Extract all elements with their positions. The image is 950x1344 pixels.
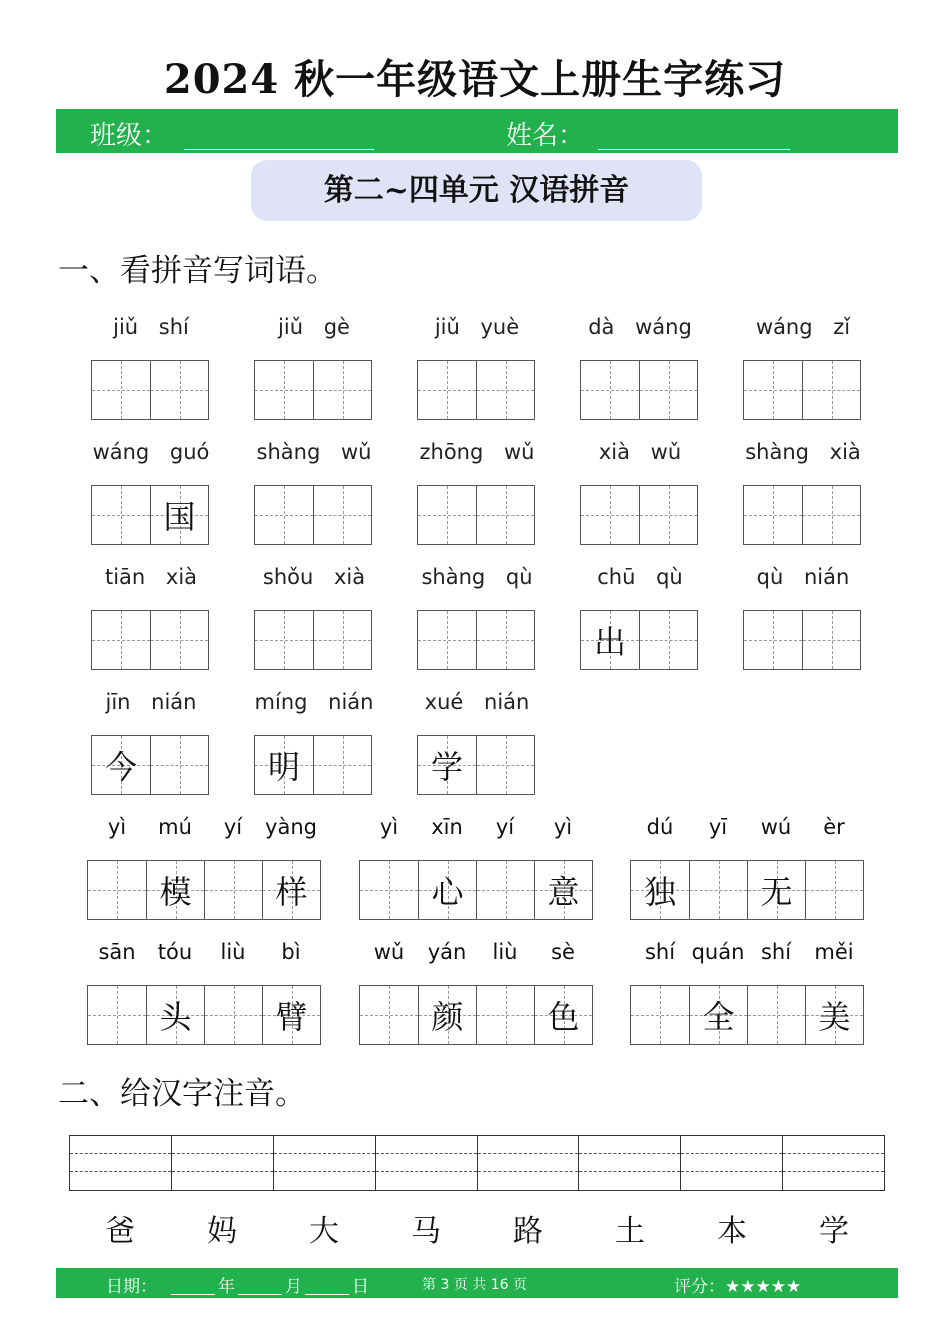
date-label: 日期： <box>106 1277 157 1297</box>
pinyin-label: yí <box>223 815 243 839</box>
hanzi-char: 爸 <box>105 1214 135 1249</box>
month-label: 月 <box>285 1277 302 1297</box>
writing-cell[interactable] <box>255 611 313 669</box>
hanzi-char: 妈 <box>207 1214 237 1249</box>
writing-grid <box>254 485 372 545</box>
writing-cell[interactable]: 模 <box>146 861 204 919</box>
writing-grid <box>743 610 861 670</box>
writing-cell[interactable] <box>805 861 863 919</box>
pinyin-label: liù <box>220 940 246 964</box>
pinyin-label: jiǔ shí <box>113 315 189 339</box>
writing-cell[interactable] <box>476 736 534 794</box>
writing-grid <box>91 610 209 670</box>
writing-cell[interactable] <box>92 486 150 544</box>
writing-cell[interactable] <box>255 361 313 419</box>
writing-grid <box>580 485 698 545</box>
year-label: 年 <box>218 1277 235 1297</box>
hanzi-char: 本 <box>717 1214 747 1249</box>
writing-cell[interactable]: 独 <box>631 861 689 919</box>
writing-grid <box>87 860 321 920</box>
pinyin-label: qù nián <box>756 565 850 589</box>
writing-cell[interactable] <box>418 611 476 669</box>
day-field[interactable] <box>305 1294 349 1295</box>
unit-title: 第二~四单元 汉语拼音 <box>251 160 702 221</box>
writing-cell[interactable] <box>744 486 802 544</box>
pinyin-label: shí <box>644 940 676 964</box>
pinyin-label: shàng wǔ <box>256 440 372 464</box>
writing-cell[interactable] <box>476 486 534 544</box>
writing-cell[interactable] <box>747 986 805 1044</box>
writing-cell[interactable]: 国 <box>150 486 208 544</box>
writing-cell[interactable] <box>88 861 146 919</box>
pinyin-label: quán <box>691 940 745 964</box>
writing-cell[interactable]: 颜 <box>418 986 476 1044</box>
pinyin-cell[interactable] <box>375 1136 477 1190</box>
writing-cell[interactable]: 今 <box>92 736 150 794</box>
class-label: 班级： <box>90 121 169 151</box>
writing-grid <box>91 485 209 545</box>
pinyin-cell[interactable] <box>273 1136 375 1190</box>
pinyin-label: yī <box>708 815 728 839</box>
writing-grid <box>254 735 372 795</box>
pinyin-label: shǒu xià <box>262 565 366 589</box>
writing-grid <box>417 485 535 545</box>
writing-cell[interactable] <box>204 986 262 1044</box>
page-title: 2024 秋一年级语文上册生字练习 <box>163 56 787 103</box>
pinyin-cell[interactable] <box>578 1136 680 1190</box>
writing-grid <box>580 360 698 420</box>
writing-cell[interactable] <box>204 861 262 919</box>
pinyin-label: chū qù <box>597 565 683 589</box>
writing-cell[interactable] <box>476 986 534 1044</box>
writing-cell[interactable]: 意 <box>534 861 592 919</box>
writing-cell[interactable]: 明 <box>255 736 313 794</box>
writing-grid <box>359 860 593 920</box>
writing-grid <box>91 360 209 420</box>
pinyin-cell[interactable] <box>680 1136 782 1190</box>
writing-cell[interactable] <box>255 486 313 544</box>
writing-cell[interactable]: 色 <box>534 986 592 1044</box>
section-2-heading: 二、给汉字注音。 <box>58 1076 306 1112</box>
writing-cell[interactable] <box>476 611 534 669</box>
writing-cell[interactable] <box>802 486 860 544</box>
section-1-heading: 一、看拼音写词语。 <box>58 253 337 289</box>
pinyin-label: yàng <box>265 815 317 839</box>
writing-cell[interactable]: 全 <box>689 986 747 1044</box>
name-field[interactable] <box>598 149 790 150</box>
writing-cell[interactable]: 学 <box>418 736 476 794</box>
pinyin-label: liù <box>492 940 518 964</box>
writing-cell[interactable] <box>476 861 534 919</box>
writing-cell[interactable] <box>418 486 476 544</box>
writing-cell[interactable] <box>802 611 860 669</box>
pinyin-label: xīn <box>431 815 463 839</box>
info-bar <box>56 109 898 153</box>
name-label: 姓名： <box>506 121 585 151</box>
pinyin-label: jiǔ gè <box>278 315 350 339</box>
writing-cell[interactable] <box>581 361 639 419</box>
pinyin-label: sè <box>551 940 575 964</box>
pinyin-label: bì <box>281 940 301 964</box>
writing-cell[interactable] <box>92 611 150 669</box>
writing-cell[interactable] <box>313 486 371 544</box>
pinyin-label: yì <box>107 815 127 839</box>
hanzi-char: 大 <box>309 1214 339 1249</box>
pinyin-label: wú <box>760 815 792 839</box>
writing-grid <box>630 860 864 920</box>
writing-cell[interactable]: 样 <box>262 861 320 919</box>
pinyin-label: yì <box>553 815 573 839</box>
pinyin-label: xià wǔ <box>598 440 682 464</box>
writing-grid <box>254 360 372 420</box>
pinyin-label: yí <box>495 815 515 839</box>
writing-cell[interactable] <box>313 736 371 794</box>
pinyin-cell[interactable] <box>70 1136 171 1190</box>
writing-cell[interactable] <box>744 361 802 419</box>
writing-cell[interactable]: 心 <box>418 861 476 919</box>
writing-grid <box>91 735 209 795</box>
writing-grid <box>359 985 593 1045</box>
pinyin-label: dú <box>646 815 674 839</box>
pinyin-label: wáng guó <box>92 440 210 464</box>
writing-cell[interactable] <box>92 361 150 419</box>
writing-cell[interactable] <box>631 986 689 1044</box>
writing-grid <box>743 360 861 420</box>
writing-cell[interactable] <box>313 361 371 419</box>
writing-grid <box>254 610 372 670</box>
hanzi-char: 路 <box>513 1214 543 1249</box>
year-field[interactable] <box>171 1294 215 1295</box>
class-field[interactable] <box>184 149 374 150</box>
writing-cell[interactable] <box>88 986 146 1044</box>
pinyin-label: tóu <box>157 940 193 964</box>
hanzi-char: 马 <box>411 1214 441 1249</box>
writing-cell[interactable] <box>418 361 476 419</box>
pinyin-label: sān <box>98 940 136 964</box>
pinyin-label: jīn nián <box>105 690 197 714</box>
writing-cell[interactable] <box>639 611 697 669</box>
writing-cell[interactable] <box>639 361 697 419</box>
pinyin-label: shí <box>760 940 792 964</box>
writing-cell[interactable] <box>639 486 697 544</box>
pinyin-label: wǔ <box>373 940 405 964</box>
pinyin-label: dà wáng <box>588 315 692 339</box>
pinyin-label: wáng zǐ <box>755 315 851 339</box>
writing-cell[interactable] <box>802 361 860 419</box>
writing-cell[interactable] <box>360 986 418 1044</box>
writing-grid <box>580 610 698 670</box>
footer-bar <box>56 1268 898 1298</box>
hanzi-row <box>69 1206 885 1250</box>
pinyin-table <box>69 1135 885 1191</box>
writing-cell[interactable] <box>744 611 802 669</box>
pinyin-label: shàng xià <box>745 440 861 464</box>
pinyin-label: yì <box>379 815 399 839</box>
writing-grid <box>417 735 535 795</box>
writing-cell[interactable]: 臂 <box>262 986 320 1044</box>
writing-grid <box>87 985 321 1045</box>
pinyin-label: měi <box>814 940 854 964</box>
pinyin-label: èr <box>823 815 845 839</box>
pinyin-label: zhōng wǔ <box>419 440 535 464</box>
writing-grid <box>417 360 535 420</box>
pinyin-cell[interactable] <box>171 1136 273 1190</box>
writing-grid <box>743 485 861 545</box>
writing-cell[interactable] <box>360 861 418 919</box>
writing-cell[interactable]: 无 <box>747 861 805 919</box>
writing-cell[interactable]: 美 <box>805 986 863 1044</box>
page-indicator: 第 3 页 共 16 页 <box>422 1277 527 1293</box>
writing-cell[interactable] <box>313 611 371 669</box>
hanzi-char: 土 <box>615 1214 645 1249</box>
pinyin-label: jiǔ yuè <box>434 315 520 339</box>
pinyin-label: xué nián <box>424 690 530 714</box>
writing-cell[interactable] <box>150 611 208 669</box>
writing-cell[interactable]: 出 <box>581 611 639 669</box>
hanzi-char: 学 <box>819 1214 849 1249</box>
pinyin-label: shàng qù <box>421 565 533 589</box>
writing-grid <box>417 610 535 670</box>
writing-cell[interactable] <box>150 736 208 794</box>
month-field[interactable] <box>238 1294 282 1295</box>
pinyin-cell[interactable] <box>782 1136 884 1190</box>
pinyin-label: tiān xià <box>104 565 198 589</box>
writing-cell[interactable] <box>150 361 208 419</box>
pinyin-label: míng nián <box>254 690 374 714</box>
writing-cell[interactable]: 头 <box>146 986 204 1044</box>
pinyin-label: yán <box>427 940 467 964</box>
writing-cell[interactable] <box>581 486 639 544</box>
score-label: 评分：★★★★★ <box>674 1277 802 1297</box>
writing-cell[interactable] <box>476 361 534 419</box>
writing-cell[interactable] <box>689 861 747 919</box>
writing-grid <box>630 985 864 1045</box>
pinyin-cell[interactable] <box>477 1136 579 1190</box>
pinyin-label: mú <box>158 815 192 839</box>
day-label: 日 <box>352 1277 369 1297</box>
